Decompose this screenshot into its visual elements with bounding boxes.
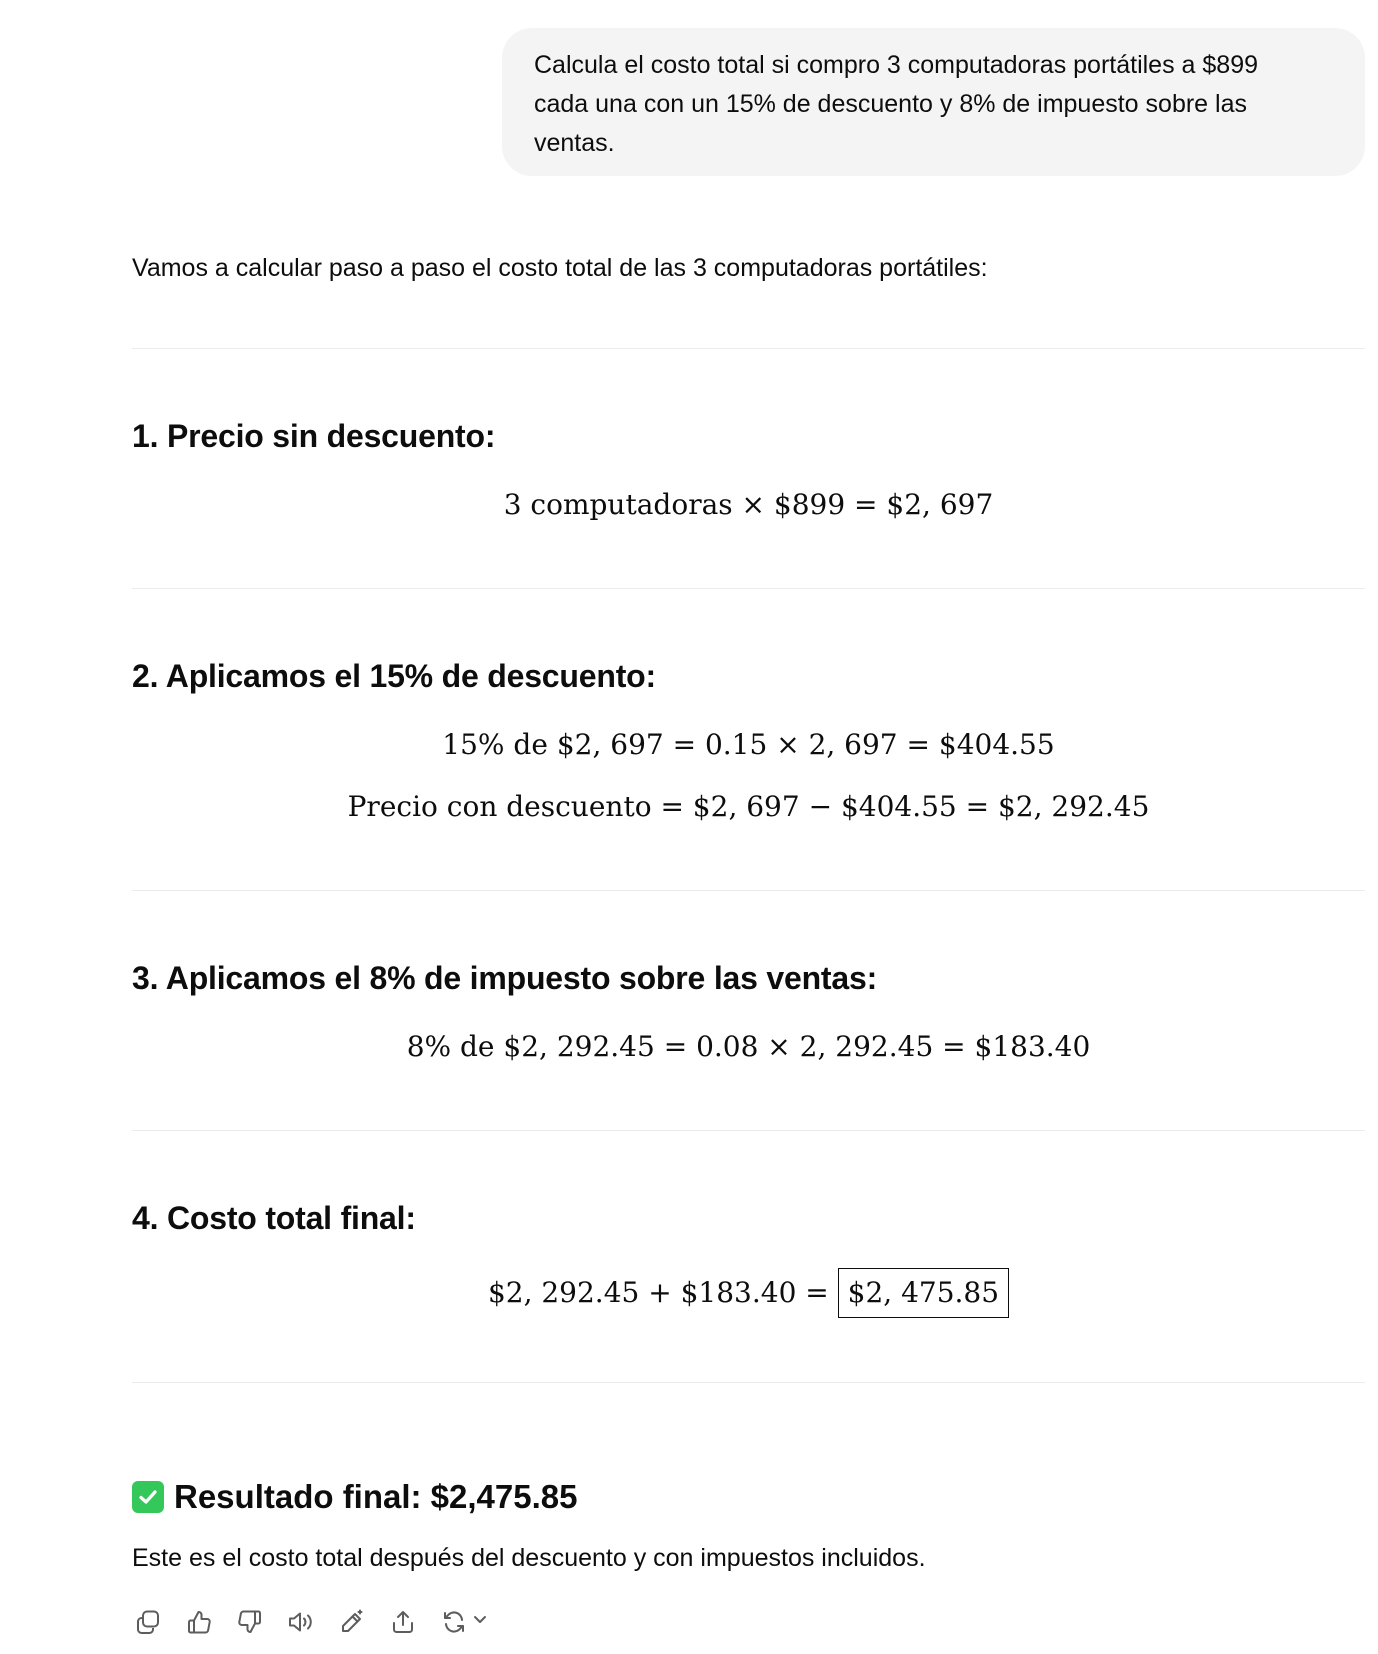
step2-equation-discount: 15% de $2, 697 = 0.15 × 2, 697 = $404.55 (442, 728, 1055, 761)
step4-equation-left: $2, 292.45 + $183.40 = (487, 1276, 838, 1309)
step4-equation (132, 1268, 1365, 1318)
share-icon[interactable] (387, 1606, 418, 1637)
step1-equation: 3 computadoras × $899 = $2, 697 (503, 488, 994, 521)
divider (132, 348, 1365, 349)
thumbs-up-icon[interactable] (183, 1606, 214, 1637)
closing-text: Este es el costo total después del descuento y con impuestos incluidos. (132, 1544, 926, 1572)
final-result-heading (132, 1476, 578, 1518)
edit-icon[interactable] (336, 1606, 367, 1637)
check-mark-button-icon (132, 1481, 164, 1513)
user-message-bubble (502, 28, 1365, 176)
step2-heading: 2. Aplicamos el 15% de descuento: (132, 658, 656, 694)
message-actions (132, 1606, 489, 1637)
step4-heading: 4. Costo total final: (132, 1200, 416, 1236)
divider (132, 588, 1365, 589)
final-result-box: $2, 475.85 (838, 1268, 1009, 1318)
user-message-line: cada una con un 15% de descuento y 8% de impuesto sobre las (534, 90, 1247, 118)
copy-icon[interactable] (132, 1606, 163, 1637)
divider (132, 890, 1365, 891)
read-aloud-icon[interactable] (285, 1606, 316, 1637)
step1-heading: 1. Precio sin descuento: (132, 418, 496, 454)
step2-equation-price: Precio con descuento = $2, 697 − $404.55 = $2, 292.45 (347, 790, 1150, 823)
regenerate-button[interactable] (438, 1606, 489, 1637)
chevron-down-icon[interactable] (471, 1610, 489, 1633)
user-message-line: ventas. (534, 129, 615, 157)
thumbs-down-icon[interactable] (234, 1606, 265, 1637)
step3-heading: 3. Aplicamos el 8% de impuesto sobre las ventas: (132, 960, 878, 996)
step3-equation: 8% de $2, 292.45 = 0.08 × 2, 292.45 = $183.40 (406, 1030, 1091, 1063)
final-result-heading-text: Resultado final: $2,475.85 (174, 1478, 578, 1515)
user-message-line: Calcula el costo total si compro 3 computadoras portátiles a $899 (534, 51, 1258, 79)
divider (132, 1382, 1365, 1383)
divider (132, 1130, 1365, 1131)
regenerate-icon[interactable] (438, 1606, 469, 1637)
response-intro: Vamos a calcular paso a paso el costo total de las 3 computadoras portátiles: (132, 254, 988, 282)
